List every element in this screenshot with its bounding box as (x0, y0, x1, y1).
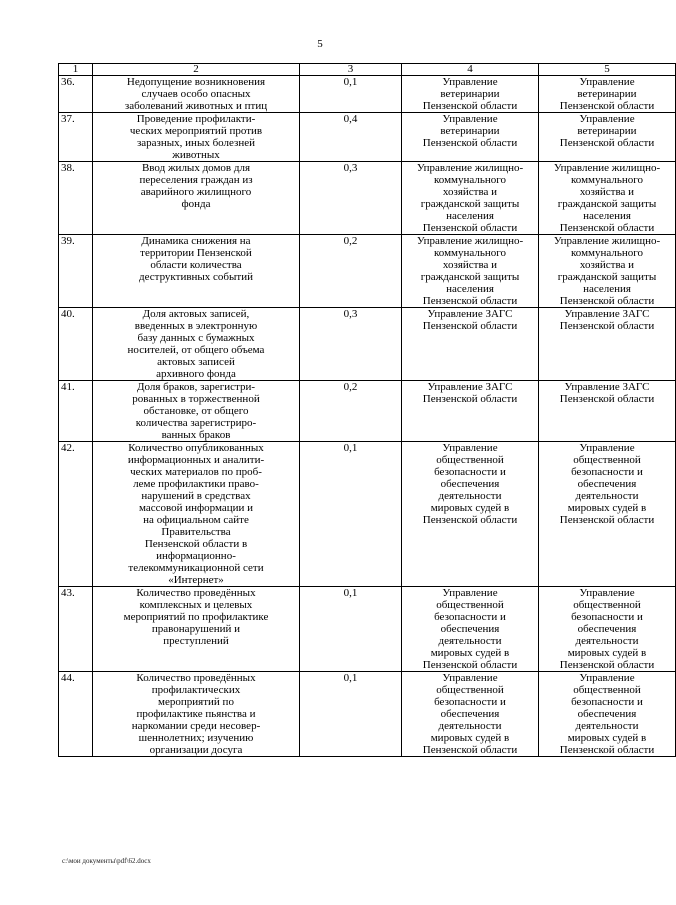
responsible-line: Управление ЗАГС (427, 381, 513, 393)
responsible-line: Пензенской области (559, 222, 655, 234)
table-row (59, 587, 676, 672)
responsible-line: Управление жилищно- (553, 162, 661, 174)
responsible-line: общественной (573, 684, 641, 696)
responsible-line: Управление жилищно- (416, 162, 524, 174)
responsible-line: Управление (579, 76, 635, 88)
responsible-line: ветеринарии (440, 125, 500, 137)
responsible-line: коммунального (434, 174, 506, 186)
description-line: животных (172, 149, 220, 161)
responsible-body-col4 (402, 76, 539, 113)
description-line: телекоммуникационной сети (128, 562, 264, 574)
responsible-line: обеспечения (577, 708, 637, 720)
description-line: массовой информации и (138, 502, 254, 514)
description-line: правонарушений и (151, 623, 241, 635)
responsible-line: Управление (442, 587, 498, 599)
responsible-line: Пензенской области (559, 137, 655, 149)
table-row (59, 381, 676, 442)
description-line: наркомании среди несовер- (131, 720, 261, 732)
responsible-line: хозяйства и (442, 259, 498, 271)
row-number: 40. (59, 308, 93, 381)
description-line: базу данных с бумажных (137, 332, 255, 344)
responsible-body-col5 (539, 113, 676, 162)
responsible-body-col4 (402, 442, 539, 587)
responsible-line: Пензенской области (422, 744, 518, 756)
responsible-body-col5 (539, 162, 676, 235)
indicator-weight: 0,1 (300, 672, 402, 757)
responsible-line: безопасности и (571, 611, 643, 623)
responsible-line: Управление (579, 442, 635, 454)
table-row (59, 162, 676, 235)
row-number: 44. (59, 672, 93, 757)
responsible-line: населения (583, 210, 631, 222)
responsible-line: Управление (442, 672, 498, 684)
responsible-line: безопасности и (434, 611, 506, 623)
indicator-description (93, 113, 300, 162)
responsible-line: общественной (573, 599, 641, 611)
description-line: преступлений (163, 635, 229, 647)
responsible-line: обеспечения (440, 478, 500, 490)
indicator-weight: 0,3 (300, 162, 402, 235)
description-line: мероприятий по профилактике (123, 611, 269, 623)
responsible-line: ветеринарии (440, 88, 500, 100)
responsible-line: населения (446, 210, 494, 222)
row-number: 43. (59, 587, 93, 672)
description-line: Доля актовых записей, (142, 308, 250, 320)
responsible-line: деятельности (575, 720, 639, 732)
responsible-line: Пензенской области (422, 320, 518, 332)
table-row (59, 76, 676, 113)
responsible-body-col5 (539, 381, 676, 442)
description-line: Доля браков, зарегистри- (137, 381, 255, 393)
row-number: 41. (59, 381, 93, 442)
footer-file-path: c:\мои документы\pdf\62.docx (62, 857, 151, 865)
description-line: ческих мероприятий против (129, 125, 263, 137)
responsible-line: мировых судей в (567, 502, 647, 514)
responsible-line: Управление (442, 442, 498, 454)
responsible-body-col5 (539, 672, 676, 757)
description-line: на официальном сайте (143, 514, 249, 526)
description-line: Ввод жилых домов для (141, 162, 251, 174)
page-number: 5 (317, 38, 323, 50)
description-line: комплексных и целевых (139, 599, 253, 611)
responsible-line: общественной (436, 684, 504, 696)
responsible-line: деятельности (575, 490, 639, 502)
description-line: Проведение профилакти- (136, 113, 256, 125)
description-line: актовых записей (157, 356, 235, 368)
responsible-line: гражданской защиты (420, 271, 520, 283)
indicator-weight: 0,1 (300, 587, 402, 672)
responsible-line: Пензенской области (422, 222, 518, 234)
responsible-body-col4 (402, 113, 539, 162)
responsible-body-col4 (402, 162, 539, 235)
responsible-body-col4 (402, 235, 539, 308)
responsible-line: общественной (436, 454, 504, 466)
responsible-line: хозяйства и (442, 186, 498, 198)
row-number: 42. (59, 442, 93, 587)
row-number: 37. (59, 113, 93, 162)
responsible-line: Управление ЗАГС (427, 308, 513, 320)
header-col-2: 2 (93, 64, 300, 76)
responsible-line: Пензенской области (422, 100, 518, 112)
indicator-weight: 0,2 (300, 381, 402, 442)
table-header-row (59, 64, 676, 76)
description-line: фонда (181, 198, 211, 210)
table-row (59, 308, 676, 381)
table-row (59, 113, 676, 162)
indicator-description (93, 381, 300, 442)
responsible-line: Управление ЗАГС (564, 381, 650, 393)
description-line: нарушений в средствах (141, 490, 251, 502)
responsible-line: ветеринарии (577, 88, 637, 100)
description-line: Пензенской области в (144, 538, 248, 550)
description-line: ческих материалов по проб- (130, 466, 262, 478)
responsible-line: гражданской защиты (557, 198, 657, 210)
responsible-line: Пензенской области (422, 659, 518, 671)
responsible-line: деятельности (438, 635, 502, 647)
description-line: информационных и аналити- (127, 454, 265, 466)
responsible-line: деятельности (575, 635, 639, 647)
indicator-description (93, 587, 300, 672)
table-row (59, 442, 676, 587)
description-line: леме профилактики право- (133, 478, 259, 490)
responsible-line: безопасности и (571, 696, 643, 708)
responsible-line: обеспечения (577, 478, 637, 490)
description-line: рованных в торжественной (132, 393, 260, 405)
header-col-4: 4 (402, 64, 539, 76)
description-line: территории Пензенской (140, 247, 252, 259)
responsible-body-col5 (539, 442, 676, 587)
responsible-line: общественной (436, 599, 504, 611)
responsible-line: мировых судей в (567, 732, 647, 744)
responsible-line: Пензенской области (559, 514, 655, 526)
indicator-description (93, 76, 300, 113)
header-col-3: 3 (300, 64, 402, 76)
responsible-line: мировых судей в (430, 647, 510, 659)
indicator-description (93, 308, 300, 381)
description-line: профилактических (151, 684, 241, 696)
responsible-line: обеспечения (577, 623, 637, 635)
description-line: заразных, иных болезней (136, 137, 256, 149)
responsible-line: Управление (442, 76, 498, 88)
responsible-body-col5 (539, 308, 676, 381)
row-number: 38. (59, 162, 93, 235)
table-row (59, 235, 676, 308)
responsible-line: мировых судей в (567, 647, 647, 659)
responsible-line: Пензенской области (559, 659, 655, 671)
description-line: организации досуга (149, 744, 243, 756)
responsible-line: ветеринарии (577, 125, 637, 137)
responsible-line: деятельности (438, 720, 502, 732)
indicators-table (58, 63, 676, 757)
header-col-5: 5 (539, 64, 676, 76)
description-line: Правительства (161, 526, 231, 538)
responsible-line: Пензенской области (422, 295, 518, 307)
responsible-line: мировых судей в (430, 732, 510, 744)
description-line: количества зарегистриро- (135, 417, 257, 429)
indicator-weight: 0,1 (300, 76, 402, 113)
responsible-line: деятельности (438, 490, 502, 502)
responsible-line: Управление (579, 672, 635, 684)
responsible-line: Пензенской области (559, 744, 655, 756)
row-number: 39. (59, 235, 93, 308)
description-line: Количество опубликованных (128, 442, 264, 454)
responsible-line: гражданской защиты (557, 271, 657, 283)
responsible-line: Управление (579, 113, 635, 125)
description-line: случаев особо опасных (141, 88, 251, 100)
responsible-line: безопасности и (434, 466, 506, 478)
responsible-line: безопасности и (434, 696, 506, 708)
responsible-body-col4 (402, 381, 539, 442)
responsible-line: Пензенской области (559, 295, 655, 307)
responsible-line: безопасности и (571, 466, 643, 478)
responsible-body-col5 (539, 235, 676, 308)
indicator-weight: 0,2 (300, 235, 402, 308)
responsible-line: населения (446, 283, 494, 295)
responsible-body-col4 (402, 672, 539, 757)
indicator-weight: 0,3 (300, 308, 402, 381)
responsible-line: обеспечения (440, 623, 500, 635)
description-line: обстановке, от общего (143, 405, 249, 417)
table-body (59, 76, 676, 757)
description-line: «Интернет» (168, 574, 224, 586)
responsible-line: мировых судей в (430, 502, 510, 514)
description-line: области количества (150, 259, 242, 271)
responsible-line: общественной (573, 454, 641, 466)
description-line: аварийного жилищного (140, 186, 252, 198)
responsible-line: Управление ЗАГС (564, 308, 650, 320)
responsible-line: обеспечения (440, 708, 500, 720)
indicator-weight: 0,1 (300, 442, 402, 587)
responsible-line: Управление жилищно- (553, 235, 661, 247)
row-number: 36. (59, 76, 93, 113)
description-line: информационно- (156, 550, 236, 562)
responsible-body-col5 (539, 76, 676, 113)
responsible-line: Управление жилищно- (416, 235, 524, 247)
description-line: деструктивных событий (139, 271, 253, 283)
responsible-line: Пензенской области (559, 100, 655, 112)
responsible-line: гражданской защиты (420, 198, 520, 210)
description-line: носителей, от общего объема (127, 344, 265, 356)
description-line: Динамика снижения на (141, 235, 251, 247)
responsible-body-col5 (539, 587, 676, 672)
description-line: Недопущение возникновения (126, 76, 266, 88)
indicator-weight: 0,4 (300, 113, 402, 162)
responsible-line: Пензенской области (422, 137, 518, 149)
responsible-line: хозяйства и (579, 259, 635, 271)
indicator-description (93, 442, 300, 587)
table-row (59, 672, 676, 757)
responsible-line: Пензенской области (559, 320, 655, 332)
indicator-description (93, 672, 300, 757)
description-line: переселения граждан из (139, 174, 253, 186)
responsible-line: Управление (579, 587, 635, 599)
responsible-line: Пензенской области (422, 514, 518, 526)
responsible-body-col4 (402, 308, 539, 381)
responsible-body-col4 (402, 587, 539, 672)
responsible-line: коммунального (571, 174, 643, 186)
responsible-line: населения (583, 283, 631, 295)
description-line: шеннолетних; изучению (138, 732, 254, 744)
indicator-description (93, 235, 300, 308)
indicator-description (93, 162, 300, 235)
responsible-line: коммунального (571, 247, 643, 259)
responsible-line: Пензенской области (559, 393, 655, 405)
description-line: профилактике пьянства и (136, 708, 256, 720)
description-line: ванных браков (161, 429, 231, 441)
responsible-line: коммунального (434, 247, 506, 259)
header-col-1: 1 (59, 64, 93, 76)
description-line: мероприятий по (158, 696, 234, 708)
description-line: введенных в электронную (134, 320, 258, 332)
description-line: архивного фонда (156, 368, 236, 380)
description-line: заболеваний животных и птиц (124, 100, 268, 112)
responsible-line: Управление (442, 113, 498, 125)
responsible-line: Пензенской области (422, 393, 518, 405)
responsible-line: хозяйства и (579, 186, 635, 198)
description-line: Количество проведённых (136, 672, 256, 684)
description-line: Количество проведённых (136, 587, 256, 599)
